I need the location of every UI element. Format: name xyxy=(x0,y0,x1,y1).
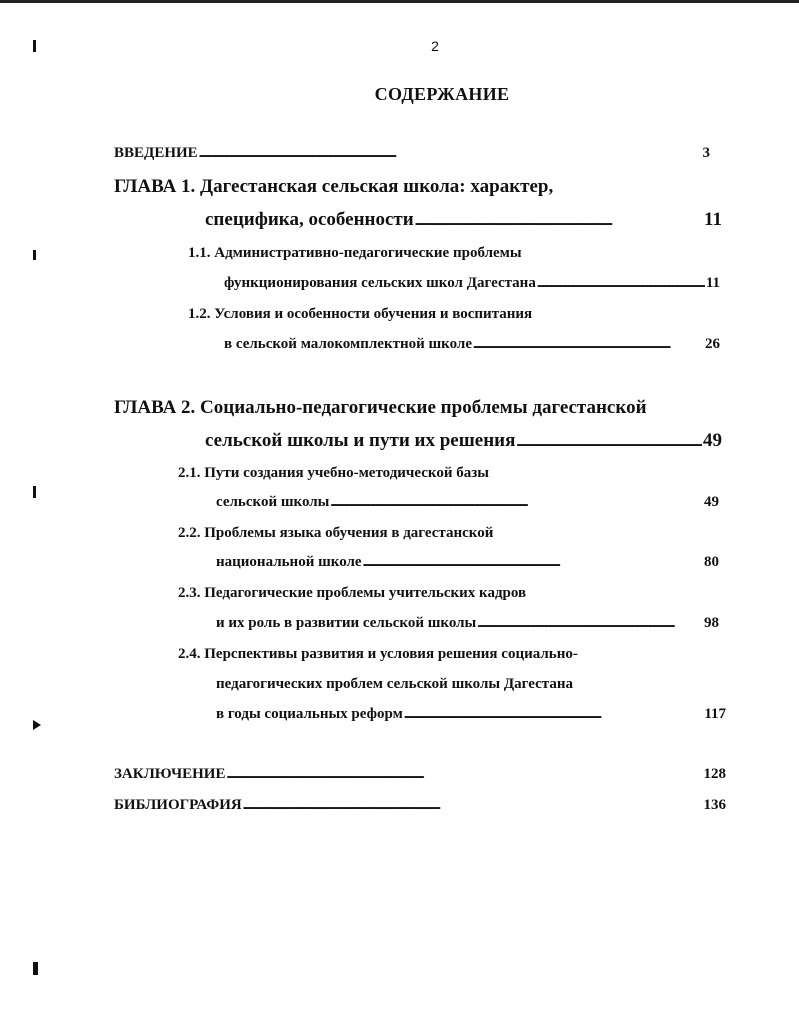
toc-entry-intro xyxy=(114,145,710,162)
toc-entry-label: сельской школы и пути их решения xyxy=(205,430,516,451)
toc-section-2-1-title: 2.1. Пути создания учебно-методической базы xyxy=(178,465,489,481)
toc-entry-label: национальной школе xyxy=(216,554,362,570)
toc-page-number: 26 xyxy=(705,336,720,352)
toc-entry-section-1-1 xyxy=(224,275,720,292)
toc-page-number: 136 xyxy=(703,797,726,813)
toc-entry-chapter-2 xyxy=(205,430,722,452)
toc-entry-label: ВВЕДЕНИЕ xyxy=(114,145,198,161)
toc-entry-label: в годы социальных реформ xyxy=(216,706,403,722)
toc-entry-label: и их роль в развитии сельской школы xyxy=(216,615,477,631)
toc-page-number: 128 xyxy=(703,766,726,782)
toc-leader xyxy=(226,766,702,783)
toc-entry-label: специфика, особенности xyxy=(205,209,414,230)
toc-entry-section-2-4 xyxy=(216,706,726,723)
toc-section-1-1-title: 1.1. Административно-педагогические проблемы xyxy=(188,245,522,261)
toc-page-number: 49 xyxy=(703,430,722,451)
toc-entry-section-2-3 xyxy=(216,615,719,632)
toc-leader xyxy=(415,209,703,231)
toc-section-2-2-title: 2.2. Проблемы языка обучения в дагестанской xyxy=(178,525,494,541)
toc-entry-section-1-2 xyxy=(224,336,720,353)
toc-entry-label: функционирования сельских школ Дагестана xyxy=(224,275,536,291)
toc-page-number: 80 xyxy=(704,554,719,570)
toc-leader xyxy=(404,706,703,723)
toc-entry-label: сельской школы xyxy=(216,494,330,510)
toc-page-number: 3 xyxy=(702,145,710,161)
toc-leader xyxy=(199,145,702,162)
toc-entry-label: БИБЛИОГРАФИЯ xyxy=(114,797,242,813)
toc-section-2-4-title: 2.4. Перспективы развития и условия решения социально- xyxy=(178,646,578,662)
toc-leader xyxy=(516,430,702,452)
toc-leader xyxy=(243,797,703,814)
toc-page-number: 117 xyxy=(704,706,726,722)
toc-entry-section-2-2 xyxy=(216,554,719,571)
toc-entry-chapter-1 xyxy=(205,209,722,231)
toc-leader xyxy=(477,615,703,632)
toc-page-number: 98 xyxy=(704,615,719,631)
page-title: СОДЕРЖАНИЕ xyxy=(374,84,510,104)
toc-entry-section-2-1 xyxy=(216,494,719,511)
toc-leader xyxy=(537,275,705,292)
toc-entry-label: ЗАКЛЮЧЕНИЕ xyxy=(114,766,226,782)
toc-section-2-3-title: 2.3. Педагогические проблемы учительских кадров xyxy=(178,585,527,601)
toc-section-2-4-line2: педагогических проблем сельской школы Дагестана xyxy=(216,676,573,692)
toc-entry-bibliography xyxy=(114,797,726,814)
toc-leader xyxy=(473,336,704,353)
toc-section-1-2-title: 1.2. Условия и особенности обучения и воспитания xyxy=(188,306,533,322)
toc-entry-label: в сельской малокомплектной школе xyxy=(224,336,472,352)
toc-entry-conclusion xyxy=(114,766,726,783)
toc-page-number: 11 xyxy=(704,209,722,230)
toc-chapter-2-title: ГЛАВА 2. Социально-педагогические проблемы дагестанской xyxy=(114,397,647,418)
toc-leader xyxy=(363,554,703,571)
toc-chapter-1-title: ГЛАВА 1. Дагестанская сельская школа: характер, xyxy=(114,176,554,197)
toc-page-number: 11 xyxy=(705,275,720,291)
toc-page-number: 49 xyxy=(704,494,719,510)
toc-leader xyxy=(330,494,703,511)
page-number: 2 xyxy=(431,38,439,54)
